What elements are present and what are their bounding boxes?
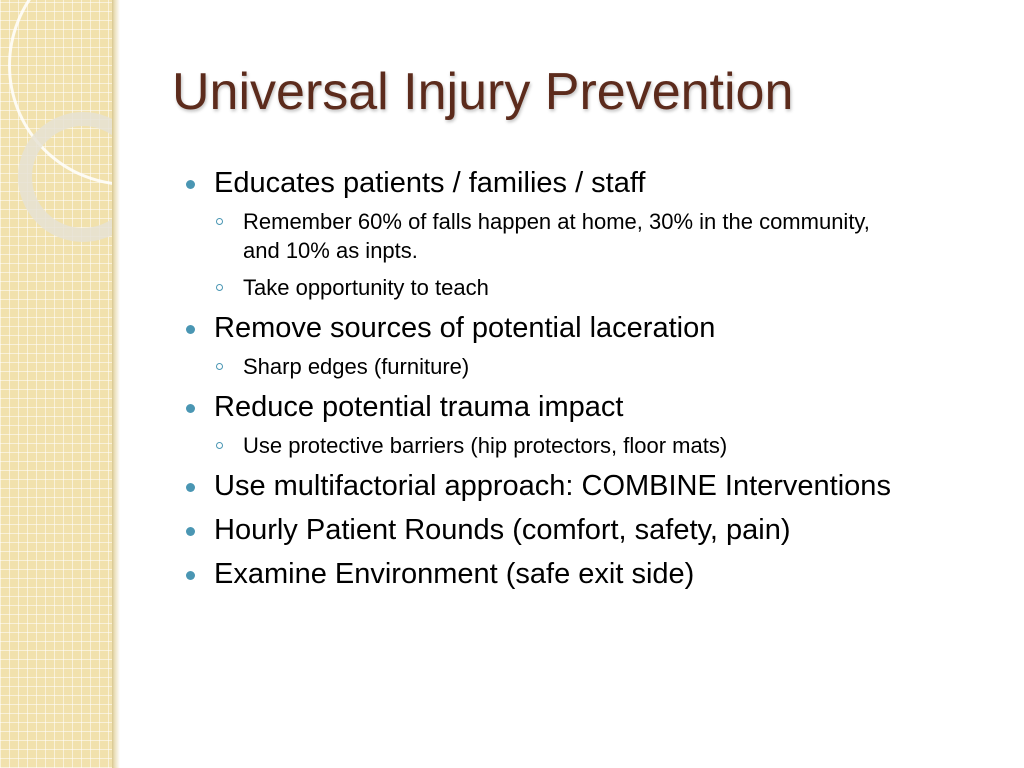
bullet-text: Reduce potential trauma impact xyxy=(214,391,624,423)
bullet-dot-icon xyxy=(186,527,195,536)
bullet-dot-icon xyxy=(186,483,195,492)
ring-bullet-icon xyxy=(216,218,223,225)
bullet-item xyxy=(186,556,906,592)
bullet-dot-icon xyxy=(186,180,195,189)
decorative-side-panel xyxy=(0,0,112,768)
bullet-dot-icon xyxy=(186,325,195,334)
sub-bullet-item xyxy=(186,431,906,460)
bullet-item xyxy=(186,512,906,548)
bullet-text: Examine Environment (safe exit side) xyxy=(214,558,695,590)
bullet-text: Hourly Patient Rounds (comfort, safety, pain) xyxy=(214,514,791,546)
sub-bullet-text: Use protective barriers (hip protectors, floor mats) xyxy=(243,433,728,458)
bullet-text: Educates patients / families / staff xyxy=(214,167,646,199)
bullet-item xyxy=(186,310,906,346)
bullet-item xyxy=(186,389,906,425)
ring-bullet-icon xyxy=(216,442,223,449)
bullet-text: Use multifactorial approach: COMBINE Interventions xyxy=(214,470,891,502)
bullet-dot-icon xyxy=(186,404,195,413)
slide-title: Universal Injury Prevention xyxy=(172,63,794,121)
sub-bullet-text: Sharp edges (furniture) xyxy=(243,354,470,379)
side-panel-edge xyxy=(112,0,120,768)
sub-bullet-item xyxy=(186,352,906,381)
bullet-item xyxy=(186,165,906,201)
bullet-text: Remove sources of potential laceration xyxy=(214,312,716,344)
ring-bullet-icon xyxy=(216,363,223,370)
sub-bullet-text: Take opportunity to teach xyxy=(243,275,489,300)
bullet-dot-icon xyxy=(186,571,195,580)
sub-bullet-item xyxy=(186,207,906,265)
bullet-list xyxy=(186,165,906,600)
bullet-item xyxy=(186,468,906,504)
ring-bullet-icon xyxy=(216,284,223,291)
sub-bullet-text: Remember 60% of falls happen at home, 30% in the community, and 10% as inpts. xyxy=(243,209,870,263)
sub-bullet-item xyxy=(186,273,906,302)
